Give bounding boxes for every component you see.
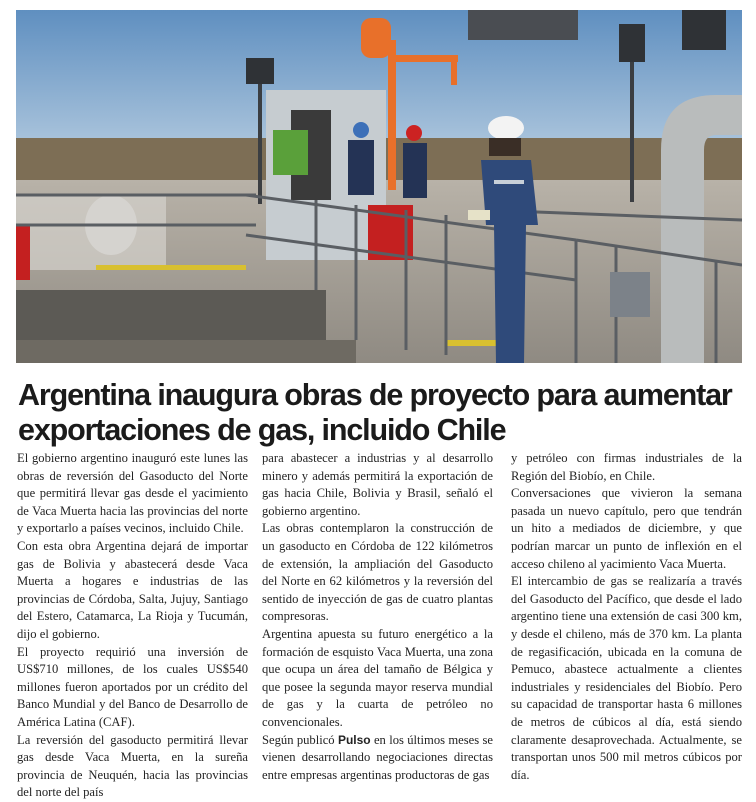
paragraph-text: en los últimos meses se vienen desarrollando negociaciones directas entre empresas argentinas productoras de gas bbox=[262, 732, 493, 782]
paragraph: Conversaciones que vivieron la semana pasada un nuevo capítulo, pero que tendrán un hito a mediados de diciembre, y que podrían marcar un punto de inflexión en el acceso chileno al yacimiento Vaca Muerta. bbox=[511, 486, 742, 571]
paragraph bbox=[262, 732, 493, 785]
paragraph: para abastecer a industrias y al desarrollo minero y además permitirá la exportación de gas hacia Chile, Bolivia y Brasil, señaló el gobierno argentino. bbox=[262, 451, 493, 518]
paragraph: El intercambio de gas se realizaría a través del Gasoducto del Pacífico, que desde el lado argentino tiene una extensión de casi 300 km, y desde el chileno, más de 370 km. La planta de regasificación, ubicada en la comuna de Pemuco, abastece actualmente a clientes industriales y residenciales del Biobío. Pero su capacidad de transportar hasta 6 millones de metros de cúbicos al día, está siendo claramente desaprovechada. Actualmente, se transportan unos 500 mil metros cúbicos por día. bbox=[511, 574, 742, 782]
paragraph: El proyecto requirió una inversión de US$710 millones, de los cuales US$540 millones fueron aportados por un crédito del Banco Mundial y del Banco de Desarrollo de América Latina (CAF). bbox=[17, 644, 248, 729]
article-headline: Argentina inaugura obras de proyecto para aumentar exportaciones de gas, incluido Chile bbox=[18, 378, 732, 447]
paragraph: La reversión del gasoducto permitirá llevar gas desde Vaca Muerta, en la sureña provincia de Neuquén, hacia las provincias del norte del país bbox=[17, 732, 248, 800]
paragraph: Las obras contemplaron la construcción de un gasoducto en Córdoba de 122 kilómetros de extensión, la ampliación del Gasoducto del Norte en 62 kilómetros y la reversión del sentido de inyección de gas de cuatro plantas compresoras. bbox=[262, 521, 493, 624]
paragraph: Argentina apuesta su futuro energético a la formación de esquisto Vaca Muerta, una zona que ocupa un área del tamaño de Bélgica y que posee la segunda mayor reserva mundial de gas y la cuarta de petróleo no convencionales. bbox=[262, 626, 493, 729]
paragraph: El gobierno argentino inauguró este lunes las obras de reversión del Gasoducto del Norte que permitirá llevar gas desde el yacimiento de Vaca Muerta hacia las provincias del norte y exportarlo a países vecinos, incluido Chile. bbox=[17, 451, 248, 536]
paragraph: y petróleo con firmas industriales de la Región del Biobío, en Chile. bbox=[511, 451, 742, 483]
article-column-3 bbox=[511, 450, 742, 784]
paragraph: Con esta obra Argentina dejará de importar gas de Bolivia y abastecerá desde Vaca Muerta a hogares e industrias de las provincias de Córdoba, Salta, Jujuy, Santiago del Estero, Catamarca, La Rioja y Tucumán, dijo el gobierno. bbox=[17, 538, 248, 641]
article-photo bbox=[16, 10, 742, 363]
article-column-1 bbox=[17, 450, 248, 802]
article-column-2 bbox=[262, 450, 493, 784]
paragraph-text: Según publicó bbox=[262, 732, 338, 747]
publication-name: Pulso bbox=[337, 732, 371, 747]
